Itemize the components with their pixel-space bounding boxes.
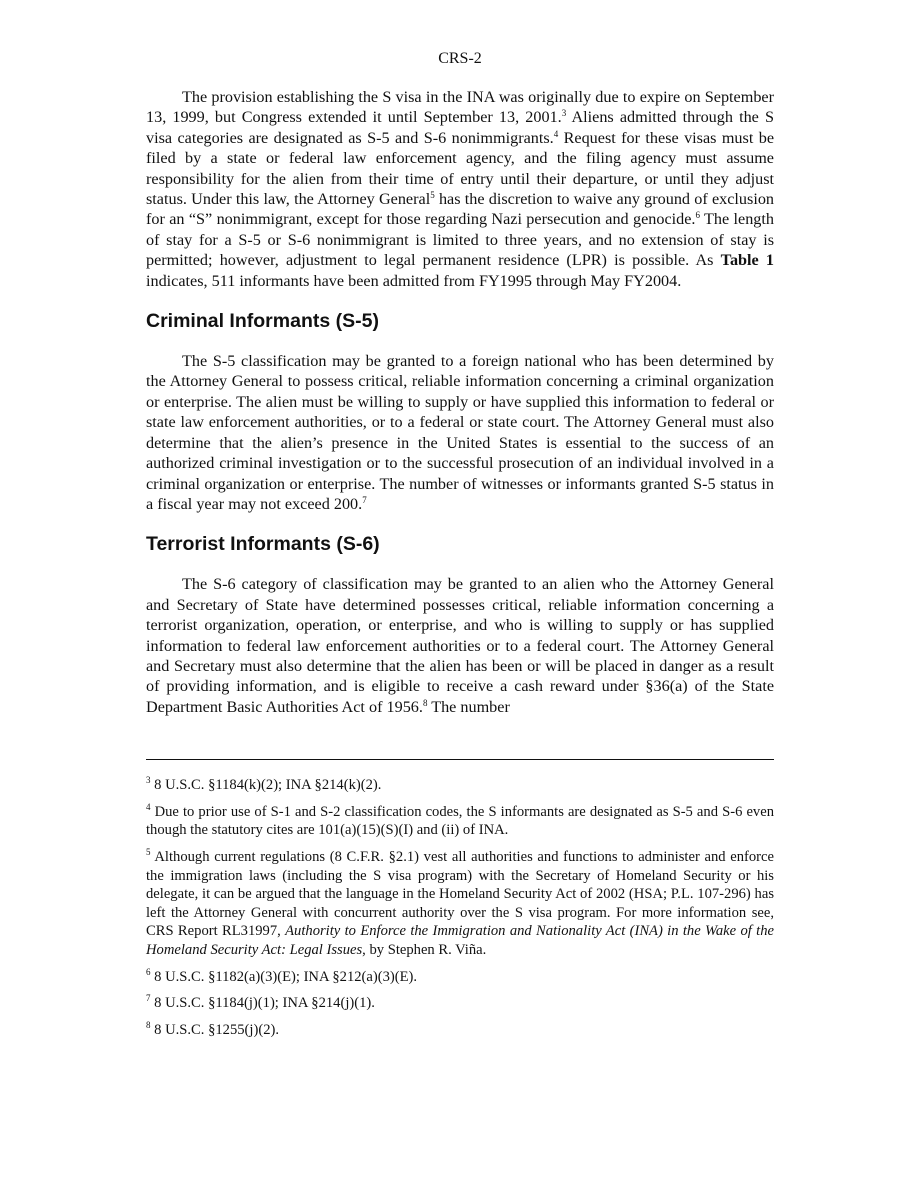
footnote-number: 3 [146,775,151,786]
report-author: , by Stephen R. Viña. [362,941,487,958]
intro-text-5: The length of stay for a S-5 or S-6 nonimmigrant is limited to three years, and no extension of stay is permitted; however, adjustment to legal permanent residence (LPR) is possible. As [146,210,774,270]
footnote-number: 6 [146,966,151,977]
intro-text-1: The provision establishing the S visa in the INA was originally due to expire on September 13, 1999, but Congress extended it until September 13, 2001. [146,88,774,127]
footnote-8 [146,1021,774,1040]
footnote-7 [146,994,774,1013]
footnote-5 [146,848,774,960]
report-title: Authority to Enforce the Immigration and Nationality Act (INA) in the Wake of the Homeland Security Act: Legal Issues [146,923,775,958]
table-1-reference: Table 1 [720,251,775,270]
footnote-ref-4[interactable]: 4 [553,128,559,139]
section-heading-s5: Criminal Informants (S-5) [146,310,379,333]
footnote-number: 5 [146,846,151,857]
footnote-number: 7 [146,993,151,1004]
document-page [146,0,774,1047]
footnote-divider [146,759,774,760]
footnote-text: 8 U.S.C. §1255(j)(2). [150,1021,280,1038]
footnote-text: 8 U.S.C. §1184(k)(2); INA §214(k)(2). [150,777,382,794]
footnote-3 [146,776,774,795]
s6-paragraph [146,574,774,717]
s6-text: The S-6 category of classification may be granted to an alien who the Attorney General and Secretary of State have determined possesses critical, reliable information concerning a terrorist organization, operation, or enterprise, and who is willing to supply or has supplied information to federal law enforcement authorities or to a federal court. The Attorney General and Secretary must also determine that the alien has been or will be placed in danger as a result of providing information, and is eligible to receive a cash reward under §36(a) of the State Department Basic Authorities Act of 1956. [146,575,774,716]
s6-tail: The number [427,697,510,716]
footnote-text: 8 U.S.C. §1182(a)(3)(E); INA §212(a)(3)(E). [150,968,418,985]
section-heading-s6: Terrorist Informants (S-6) [146,533,380,556]
footnote-text: 8 U.S.C. §1184(j)(1); INA §214(j)(1). [150,995,375,1012]
footnote-ref-5[interactable]: 5 [430,190,435,201]
footnote-4 [146,803,774,840]
s5-text: The S-5 classification may be granted to a foreign national who has been determined by the Attorney General to possess critical, reliable information concerning a criminal organization or enterprise. The alien must be willing to supply or have supplied this information to federal or state law enforcement authorities, or to a federal or state court. The Attorney General must also determine that the alien’s presence in the United States is essential to the success of an authorized criminal investigation or to the successful prosecution of an individual involved in a criminal organization or enterprise. The number of witnesses or informants granted S-5 status in a fiscal year may not exceed 200. [146,352,774,513]
footnote-ref-7[interactable]: 7 [362,494,367,505]
footnote-ref-6[interactable]: 6 [695,210,700,221]
footnote-text: Due to prior use of S-1 and S-2 classification codes, the S informants are designated as S-5 and S-6 even though the statutory cites are 101(a)(15)(S)(I) and (ii) of INA. [146,803,774,839]
footnote-text: Although current regulations (8 C.F.R. §2.1) vest all authorities and functions to administer and enforce the immigration laws (including the S visa program) with the Secretary of Homeland Security or his delegate, it can be argued that the language in the Homeland Security Act of 2002 (HSA; P.L. 107-296) has left the Attorney General with concurrent authority over the S visa program. For more information see, CRS Report RL31997, [146,848,774,940]
s5-paragraph [146,351,774,514]
footnote-6 [146,968,774,987]
page-number-header: CRS-2 [438,50,482,67]
intro-text-4: has the discretion to waive any ground of exclusion for an “S” nonimmigrant, except for those regarding Nazi persecution and genocide. [146,190,775,229]
footnote-ref-8[interactable]: 8 [422,697,428,708]
intro-text-6: indicates, 511 informants have been admitted from FY1995 through May FY2004. [146,271,682,290]
footnotes [146,776,774,1039]
footnote-number: 4 [146,801,151,812]
footnote-ref-3[interactable]: 3 [561,108,567,119]
footnote-number: 8 [146,1019,151,1030]
intro-text-2: Aliens admitted through the S visa categories are designated as S-5 and S-6 nonimmigrants. [146,108,774,147]
intro-paragraph [146,87,774,291]
intro-text-3: Request for these visas must be filed by a state or federal law enforcement agency, and the filing agency must assume responsibility for the alien from their time of entry until their departure, or until they adjust status. Under this law, the Attorney General [146,128,774,209]
